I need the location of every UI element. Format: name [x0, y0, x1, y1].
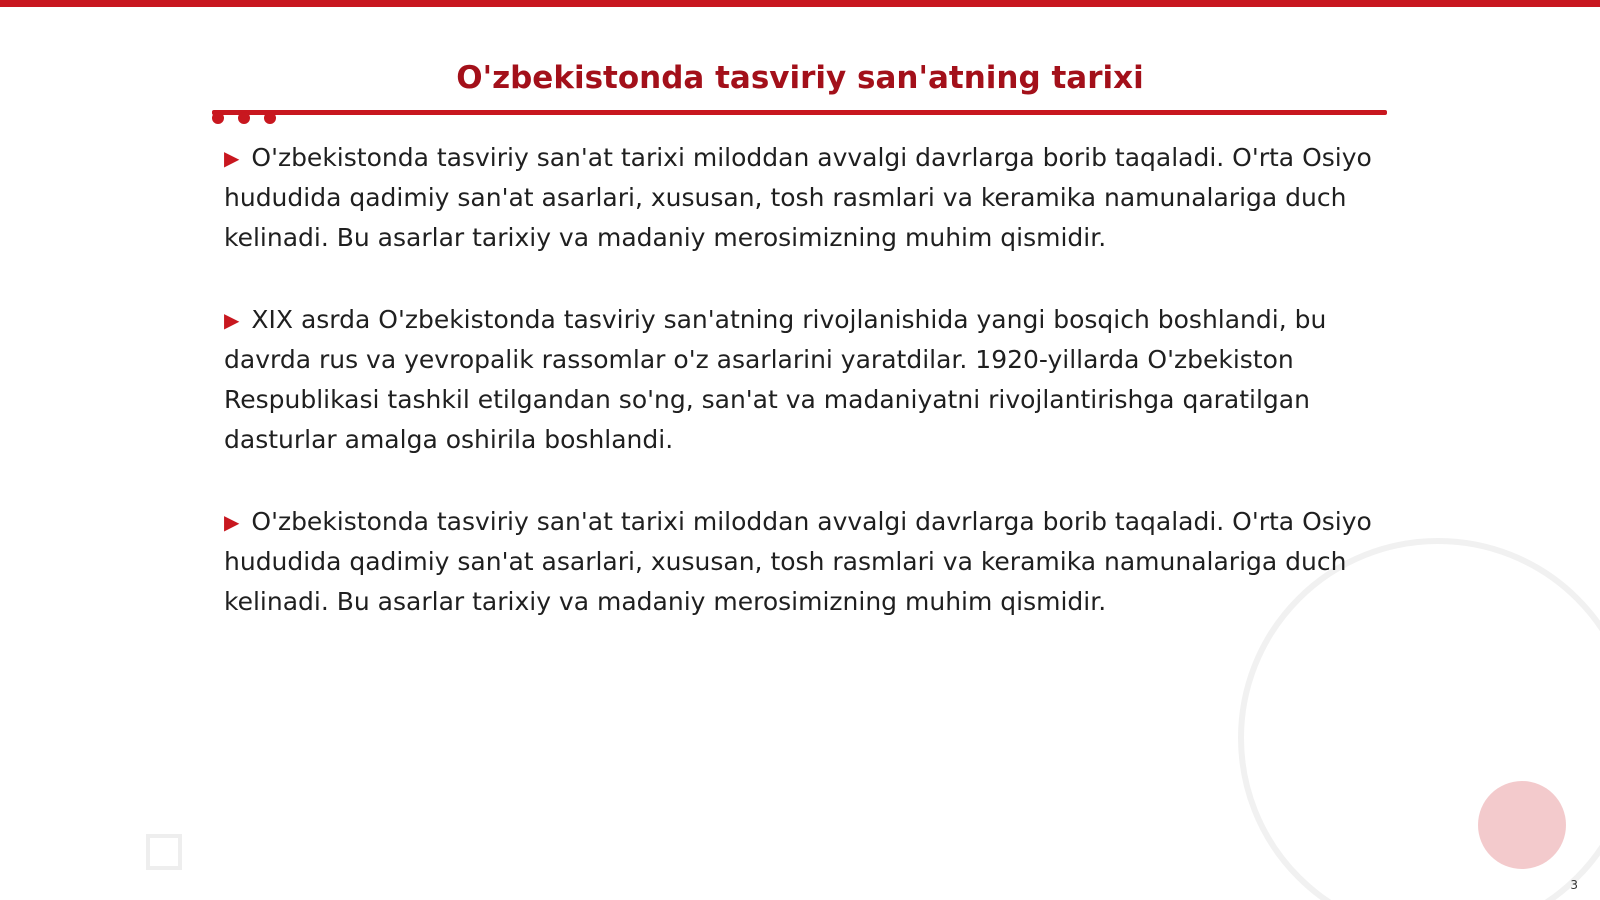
bullet-text-3: O'zbekistonda tasviriy san'at tarixi miloddan avvalgi davrlarga borib taqaladi. O'rta Osiyo hududida qadimiy san'at asarlari, xususan, tosh rasmlari va keramika namunalariga duch kelinadi. Bu asarlar tarixiy va madaniy merosimizning muhim qismidir.	[224, 507, 1372, 616]
triangle-right-icon: ▶	[224, 510, 240, 534]
underline-dot-2	[238, 112, 250, 124]
decorative-pink-dot	[1478, 781, 1566, 869]
title-underline	[212, 110, 1387, 115]
bullet-item-2	[224, 300, 1374, 460]
page-number: 3	[1570, 878, 1578, 892]
bullet-text-1: O'zbekistonda tasviriy san'at tarixi miloddan avvalgi davrlarga borib taqaladi. O'rta Osiyo hududida qadimiy san'at asarlari, xususan, tosh rasmlari va keramika namunalariga duch kelinadi. Bu asarlar tarixiy va madaniy merosimizning muhim qismidir.	[224, 143, 1372, 252]
triangle-right-icon: ▶	[224, 308, 240, 332]
top-accent-bar	[0, 0, 1600, 7]
bullet-item-3	[224, 502, 1374, 622]
triangle-right-icon: ▶	[224, 146, 240, 170]
bullet-item-1	[224, 138, 1374, 258]
decorative-square-outline	[146, 834, 182, 870]
bullet-list	[224, 138, 1374, 664]
underline-dot-3	[264, 112, 276, 124]
underline-dot-1	[212, 112, 224, 124]
slide-title: O'zbekistonda tasviriy san'atning tarixi	[456, 60, 1144, 96]
bullet-text-2: XIX asrda O'zbekistonda tasviriy san'atning rivojlanishida yangi bosqich boshlandi, bu davrda rus va yevropalik rassomlar o'z asarlarini yaratdilar. 1920-yillarda O'zbekiston Respublikasi tashkil etilgandan so'ng, san'at va madaniyatni rivojlantirishga qaratilgan dasturlar amalga oshirila boshlandi.	[224, 305, 1327, 454]
